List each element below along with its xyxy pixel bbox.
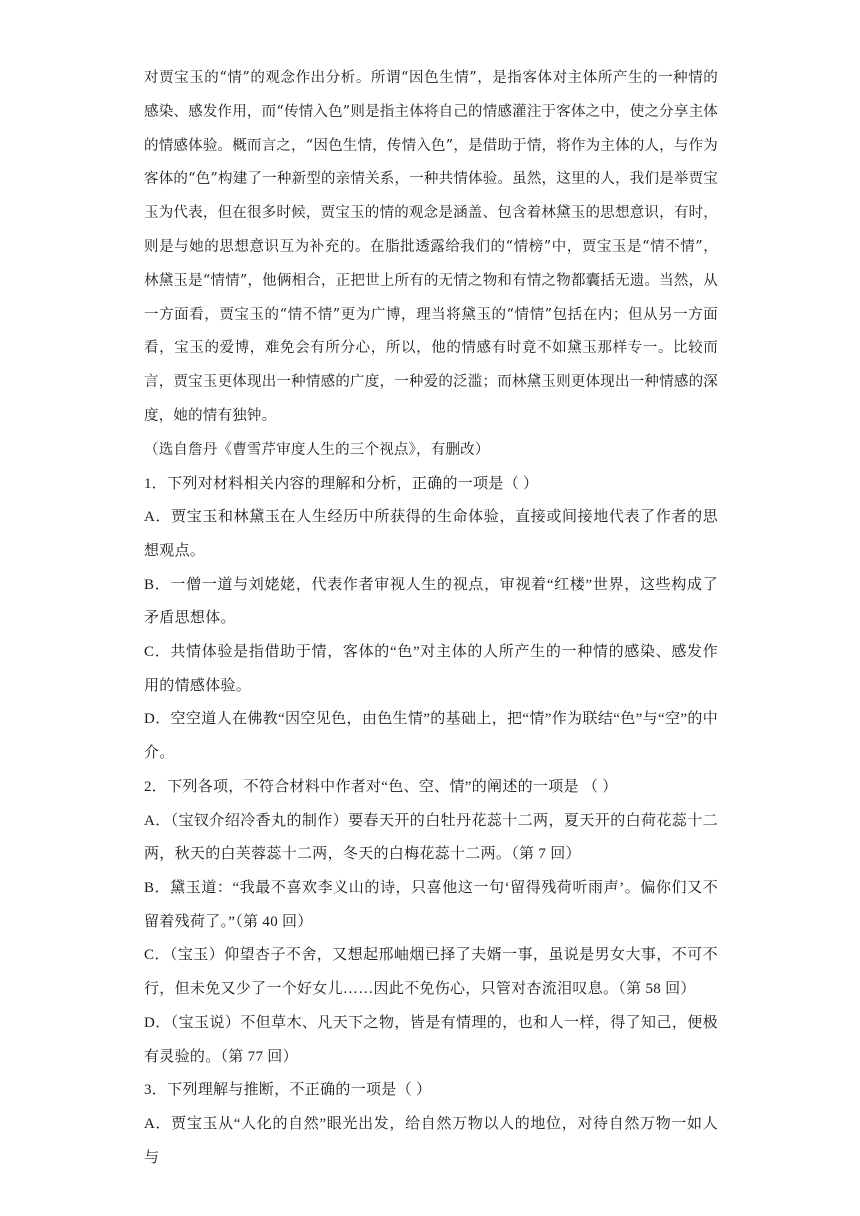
option-d: D．空空道人在佛教“因空见色，由色生情”的基础上，把“情”作为联结“色”与“空”的中介。 [144, 711, 718, 762]
question-2 [144, 771, 718, 1074]
question-stem: 2．下列各项，不符合材料中作者对“色、空、情”的阐述的一项是 （ ） [144, 778, 618, 795]
question-stem: 1．下列对材料相关内容的理解和分析，正确的一项是（ ） [144, 475, 539, 492]
option-a: A．贾宝玉和林黛玉在人生经历中所获得的生命体验，直接或间接地代表了作者的思想观点。 [144, 509, 718, 559]
document-content [144, 62, 718, 1175]
passage-paragraph: 对贾宝玉的“情”的观念作出分析。所谓“因色生情”，是指客体对主体所产生的一种情的感染、感发作用，而“传情入色”则是指主体将自己的情感灌注于客体之中，使之分享主体的情感体验。概而言之，“因色生情，传情入色”，是借助于情，将作为主体的人，与作为客体的“色”构建了一种新型的亲情关系，一种共情体验。虽然，这里的人，我们是举贾宝玉为代表，但在很多时候，贾宝玉的情的观念是涵盖、包含着林黛玉的思想意识，有时，则是与她的思想意识互为补充的。在脂批透露给我们的“情榜”中，贾宝玉是“情不情”，林黛玉是“情情”，他俩相合，正把世上所有的无情之物和有情之物都囊括无遗。当然，从一方面看，贾宝玉的“情不情”更为广博，理当将黛玉的“情情”包括在内；但从另一方面看，宝玉的爱博，难免会有所分心，所以，他的情感有时竟不如黛玉那样专一。比较而言，贾宝玉更体现出一种情感的广度，一种爱的泛滥；而林黛玉则更体现出一种情感的深度，她的情有独钟。 [144, 70, 718, 424]
option-b: B．一僧一道与刘姥姥，代表作者审视人生的视点，审视着“红楼”世界，这些构成了矛盾思想体。 [144, 576, 718, 627]
question-1 [144, 468, 718, 771]
question-3 [144, 1074, 718, 1175]
option-b: B．黛玉道：“我最不喜欢李义山的诗，只喜他这一句‘留得残荷听雨声’。偏你们又不留着残荷了。”（第 40 回） [144, 880, 718, 930]
reading-passage [144, 62, 718, 468]
passage-source: （选自詹丹《曹雪芹审度人生的三个视点》，有删改） [144, 441, 490, 458]
option-a: A．贾宝玉从“人化的自然”眼光出发，给自然万物以人的地位，对待自然万物一如人与 [144, 1115, 718, 1166]
option-c: C．共情体验是指借助于情，客体的“色”对主体的人所产生的一种情的感染、感发作用的情感体验。 [144, 644, 718, 694]
question-stem: 3．下列理解与推断，不正确的一项是（ ） [144, 1082, 432, 1099]
option-d: D．（宝玉说）不但草木、凡天下之物，皆是有情理的，也和人一样，得了知己，便极有灵验的。（第 77 回） [144, 1014, 718, 1065]
option-a: A．（宝钗介绍冷香丸的制作）要春天开的白牡丹花蕊十二两，夏天开的白荷花蕊十二两，秋天的白芙蓉蕊十二两，冬天的白梅花蕊十二两。（第 7 回） [144, 812, 718, 863]
option-c: C．（宝玉）仰望杏子不舍，又想起邢岫烟已择了夫婿一事，虽说是男女大事，不可不行，但未免又少了一个好女儿……因此不免伤心，只管对杏流泪叹息。（第 58 回） [144, 947, 718, 998]
